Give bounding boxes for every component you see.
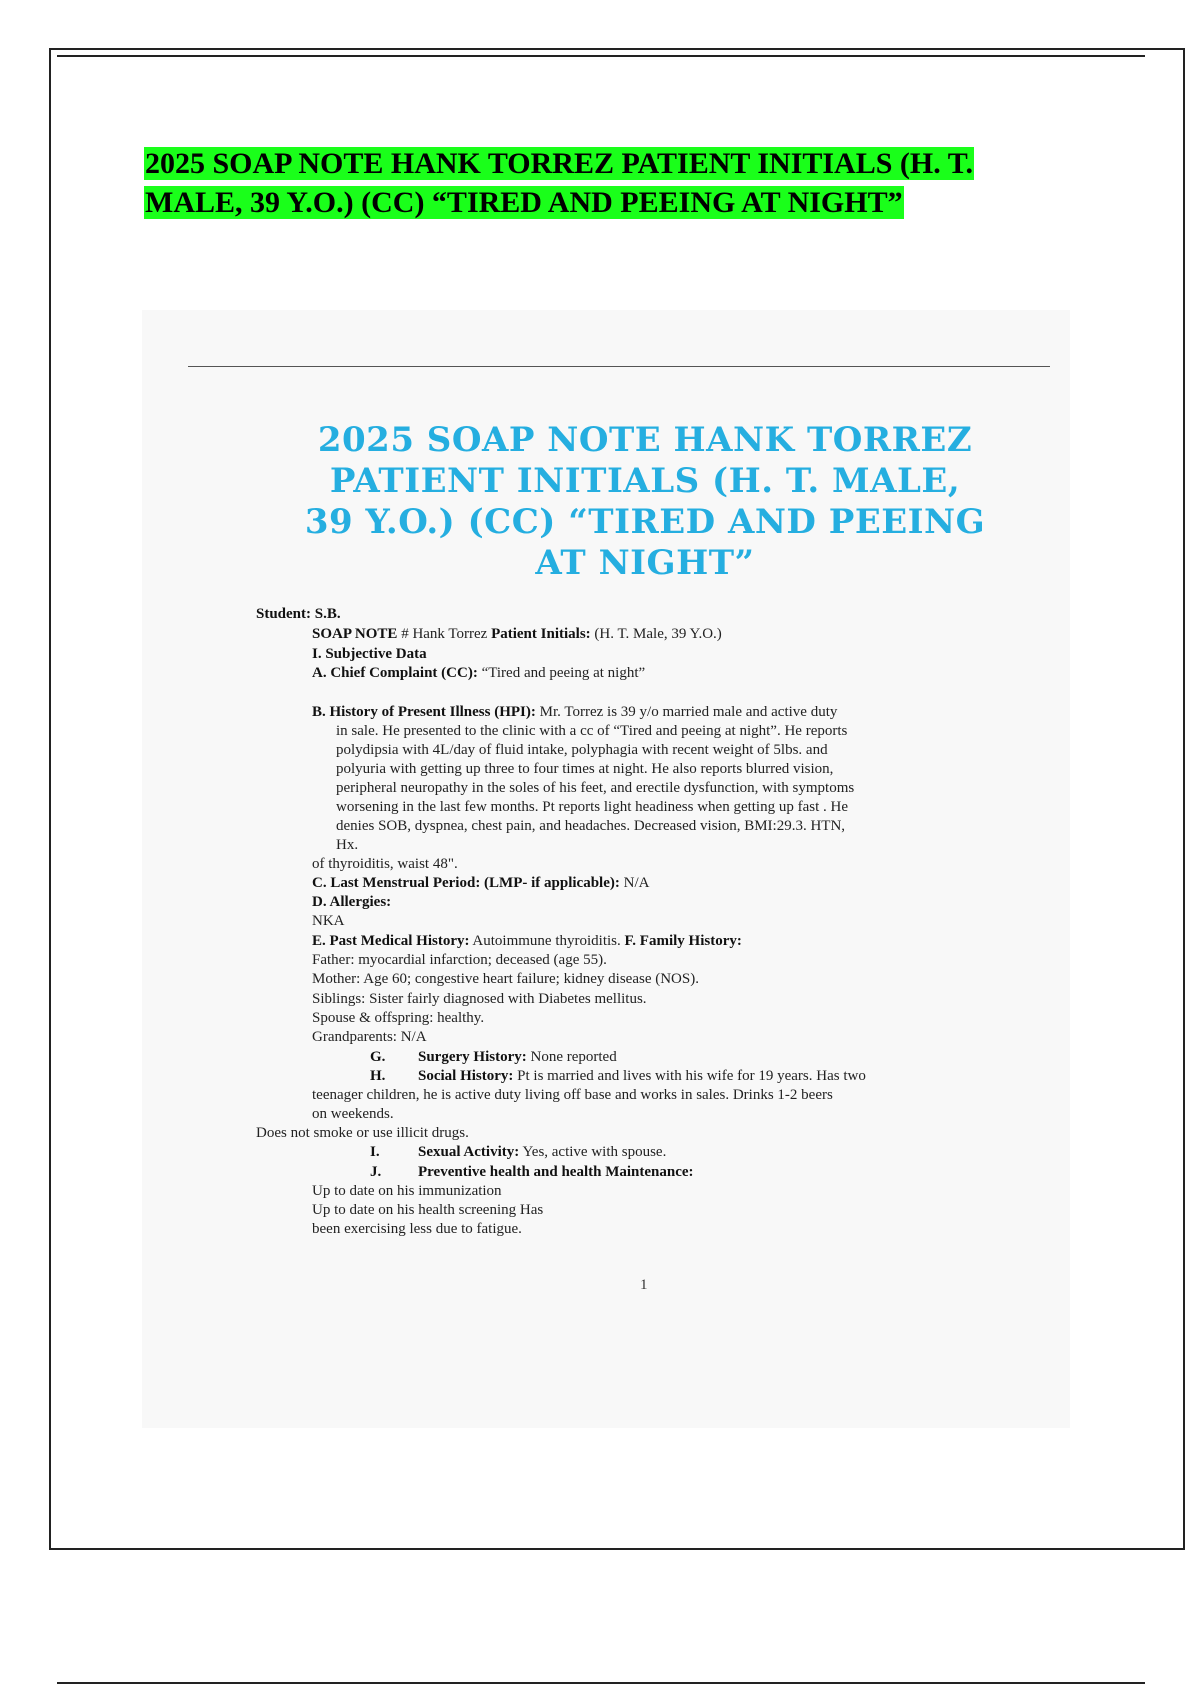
- preventive-item: Up to date on his immunization: [312, 1183, 502, 1199]
- scan-title: 2025 SOAP NOTE HANK TORREZ PATIENT INITIALS (H. T. MALE, 39 Y.O.) (CC) “TIRED AND PEEING AT NIGHT”: [304, 420, 986, 583]
- family-item: Father: myocardial infarction; deceased (age 55).: [312, 952, 607, 968]
- lmp-label: C. Last Menstrual Period: (LMP- if applicable):: [312, 875, 620, 891]
- hpi-label: B. History of Present Illness (HPI):: [312, 704, 536, 720]
- pmh-value: Autoimmune thyroiditis.: [472, 933, 621, 949]
- pmh-label: E. Past Medical History:: [312, 933, 470, 949]
- social-line: [418, 1067, 866, 1086]
- cc-value: “Tired and peeing at night”: [481, 665, 646, 681]
- subjective-heading: I. Subjective Data: [312, 646, 427, 662]
- page-number: 1: [640, 1277, 648, 1293]
- bottom-rule: [57, 1682, 1145, 1684]
- lmp-value: N/A: [623, 875, 650, 891]
- hpi-first-line: [312, 703, 837, 722]
- soap-note-line: [312, 625, 722, 644]
- sexual-value: Yes, active with spouse.: [522, 1144, 667, 1160]
- lmp-line: [312, 874, 649, 893]
- preventive-letter: J.: [370, 1164, 382, 1180]
- social-line-cont: teenager children, he is active duty living off base and works in sales. Drinks 1-2 beers: [312, 1087, 833, 1103]
- student-line: Student: S.B.: [256, 606, 341, 622]
- hpi-line: peripheral neuropathy in the soles of his feet, and erectile dysfunction, with symptoms: [336, 780, 855, 796]
- sexual-label: Sexual Activity:: [418, 1144, 520, 1160]
- surgery-letter: G.: [370, 1049, 386, 1065]
- social-continued: Does not smoke or use illicit drugs.: [256, 1125, 469, 1141]
- social-letter: H.: [370, 1068, 386, 1084]
- chief-complaint: [312, 664, 645, 683]
- soap-label: SOAP NOTE: [312, 626, 398, 642]
- family-item: Siblings: Sister fairly diagnosed with Diabetes mellitus.: [312, 991, 647, 1007]
- social-line-cont: on weekends.: [312, 1106, 394, 1122]
- soap-value: # Hank Torrez: [401, 626, 488, 642]
- sexual-line: [418, 1143, 666, 1162]
- allergies-value: NKA: [312, 913, 345, 929]
- hpi-line: polydipsia with 4L/day of fluid intake, polyphagia with recent weight of 5lbs. and: [336, 742, 828, 758]
- hpi-line: denies SOB, dyspnea, chest pain, and headaches. Decreased vision, BMI:29.3. HTN,: [336, 818, 846, 834]
- pmh-line: [312, 932, 742, 951]
- hpi-line: Hx.: [336, 837, 359, 853]
- hpi-continued: of thyroiditis, waist 48".: [312, 856, 458, 872]
- social-value: Pt is married and lives with his wife for 19 years. Has two: [517, 1068, 866, 1084]
- family-item: Mother: Age 60; congestive heart failure; kidney disease (NOS).: [312, 971, 699, 987]
- hpi-line: polyuria with getting up three to four times at night. He also reports blurred vision,: [336, 761, 834, 777]
- scan-top-rule: [188, 366, 1050, 367]
- surgery-label: Surgery History:: [418, 1049, 527, 1065]
- preventive-item: been exercising less due to fatigue.: [312, 1221, 522, 1237]
- preventive-label: Preventive health and health Maintenance:: [418, 1164, 694, 1180]
- family-item: Grandparents: N/A: [312, 1029, 427, 1045]
- social-label: Social History:: [418, 1068, 514, 1084]
- preventive-item: Up to date on his health screening Has: [312, 1202, 544, 1218]
- fh-label: F. Family History:: [624, 933, 742, 949]
- family-item: Spouse & offspring: healthy.: [312, 1010, 485, 1026]
- cc-label: A. Chief Complaint (CC):: [312, 665, 478, 681]
- initials-value: (H. T. Male, 39 Y.O.): [594, 626, 722, 642]
- highlighted-title: [144, 144, 1044, 222]
- surgery-line: [418, 1048, 617, 1067]
- hpi-line: in sale. He presented to the clinic with a cc of “Tired and peeing at night”. He reports: [336, 723, 848, 739]
- sexual-letter: I.: [370, 1144, 380, 1160]
- initials-label: Patient Initials:: [491, 626, 591, 642]
- hpi-line: worsening in the last few months. Pt reports light headiness when getting up fast . He: [336, 799, 848, 815]
- allergies-label: D. Allergies:: [312, 894, 392, 910]
- highlighted-title-text: 2025 SOAP NOTE HANK TORREZ PATIENT INITIALS (H. T. MALE, 39 Y.O.) (CC) “TIRED AND PEEING AT NIGHT”: [145, 147, 973, 219]
- hpi-line-1: Mr. Torrez is 39 y/o married male and active duty: [539, 704, 838, 720]
- surgery-value: None reported: [530, 1049, 617, 1065]
